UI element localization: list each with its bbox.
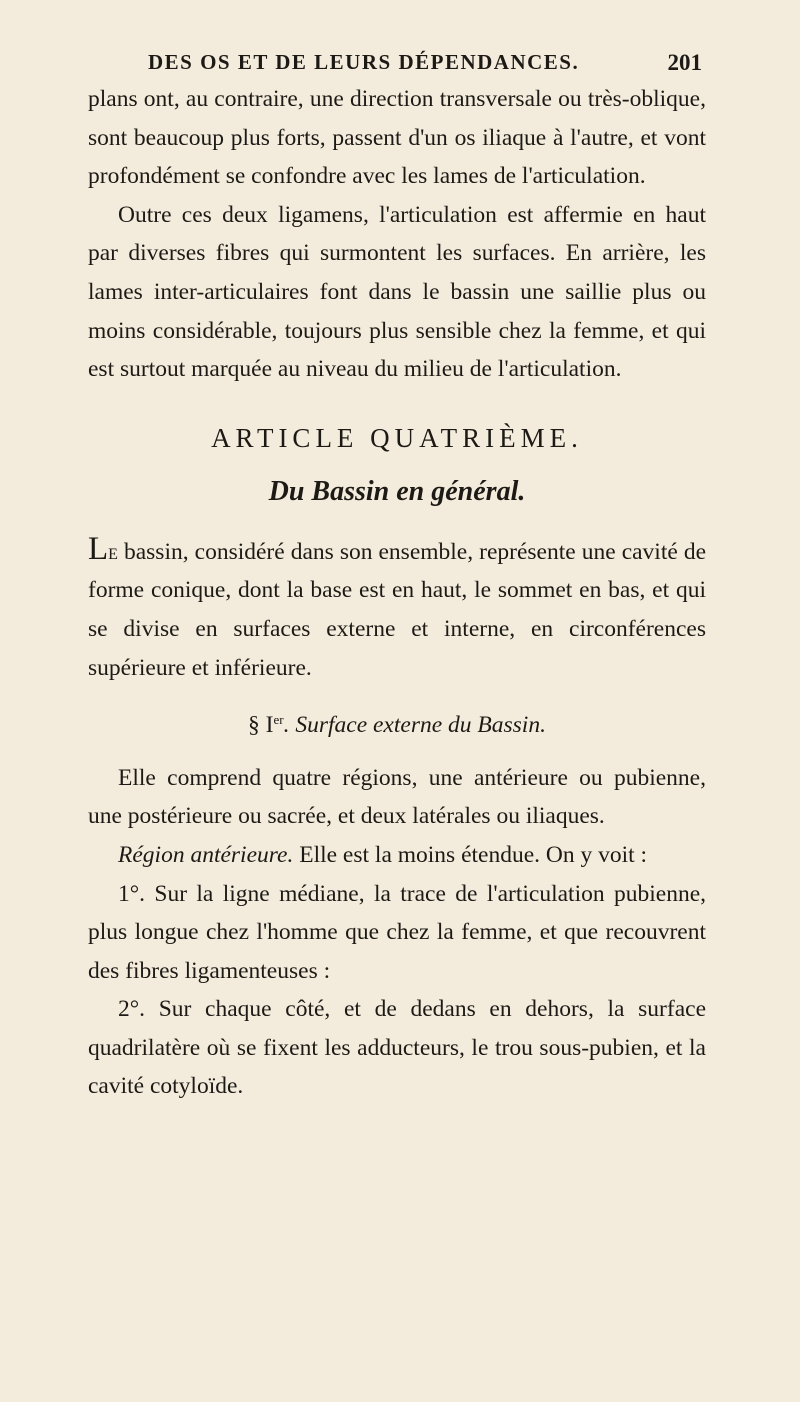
drop-initial: L: [88, 530, 109, 567]
subsection-number-sup: er: [273, 712, 284, 728]
body-text: [88, 80, 706, 1106]
region-text: Elle est la moins étendue. On y voit :: [293, 841, 648, 868]
article-title: Du Bassin en général.: [268, 475, 526, 507]
paragraph-anterior-region: [88, 836, 706, 875]
page-number: 201: [667, 50, 702, 75]
list-item-2: 2°. Sur chaque côté, et de dedans en dehors, la surface quadrilatère où se fixent les adducteurs, le trou sous-pubien, et la cavité cotyloïde.: [88, 996, 706, 1100]
paragraph-ligaments: Outre ces deux ligamens, l'articulation est affermie en haut par diverses fibres qui surmontent les surfaces. En arrière, les lames inter-articulaires font dans le bassin une saillie plus ou moins considérable, toujours plus sensible chez la femme, et qui est surtout marquée au niveau du milieu de l'articulation.: [88, 201, 706, 383]
list-item-1: 1°. Sur la ligne médiane, la trace de l'articulation pubienne, plus longue chez l'homme que chez la femme, et que recouvrent des fibres ligamenteuses :: [88, 880, 706, 984]
subsection-number: § I: [248, 712, 274, 739]
paragraph-continuation: plans ont, au contraire, une direction transversale ou très-oblique, sont beaucoup plus forts, passent d'un os iliaque à l'autre, et vont profondément se confondre avec les lames de l'articulation.: [88, 86, 706, 190]
paragraph-intro: [88, 530, 706, 687]
subsection-heading: [88, 701, 706, 745]
intro-text: bassin, considéré dans son ensemble, représente une cavité de forme conique, dont la base est en haut, le sommet en bas, et qui se divise en surfaces externe et interne, en circonférences supérieure et inférieure.: [88, 538, 706, 681]
intro-small-caps: e: [108, 538, 118, 565]
region-label: Région antérieure.: [118, 841, 294, 868]
running-head: [88, 50, 702, 80]
article-heading: ARTICLE QUATRIÈME.: [211, 422, 583, 453]
running-title: DES OS ET DE LEURS DÉPENDANCES.: [148, 50, 580, 74]
paragraph-regions: Elle comprend quatre régions, une antérieure ou pubienne, une postérieure ou sacrée, et deux latérales ou iliaques.: [88, 764, 706, 830]
subsection-title: . Surface externe du Bassin.: [283, 712, 546, 739]
